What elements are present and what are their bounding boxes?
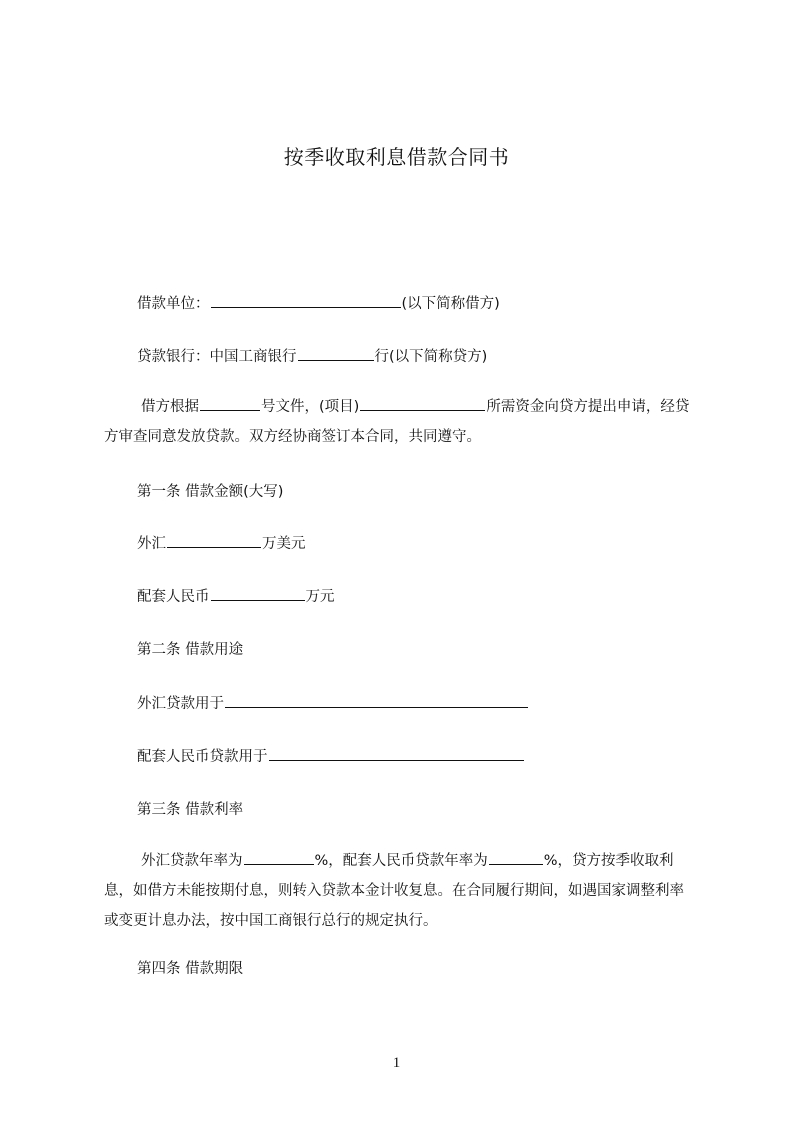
forex-amount-blank: [167, 533, 261, 548]
rmb-use-blank: [269, 746, 524, 761]
article1-heading: 第一条 借款金额(大写): [137, 484, 284, 500]
borrower-blank: [211, 293, 401, 308]
interest-text-3: %，贷方按季收取利息，如借方未能按期付息，则转入贷款本金计收复息。在合同履行期间，如遇国家调整利率或变更计息办法，按中国工商银行总行的规定执行。: [104, 853, 684, 929]
project-blank: [360, 396, 485, 411]
rmb-amount-blank: [211, 586, 305, 601]
article2-heading: 第二条 借款用途: [137, 642, 244, 658]
borrower-label: 借款单位：: [137, 296, 210, 312]
rmb-use-line: [137, 745, 525, 766]
intro-paragraph: [104, 392, 698, 452]
forex-amount-unit: 万美元: [262, 536, 306, 552]
doc-number-blank: [200, 396, 260, 411]
interest-text-1: 外汇贷款年率为: [141, 853, 243, 869]
article4-heading: 第四条 借款期限: [137, 961, 244, 977]
intro-text-3: 所需资金向贷方提出申请，经贷方审查同意发放贷款。双方经协商签订本合同，共同遵守。: [104, 399, 690, 445]
forex-amount-label: 外汇: [137, 536, 166, 552]
document-title: 按季收取利息借款合同书: [283, 145, 510, 169]
interest-paragraph: [104, 846, 698, 936]
interest-text-2: %，配套人民币贷款年率为: [314, 853, 488, 869]
lender-line: [137, 345, 487, 366]
forex-use-label: 外汇贷款用于: [137, 696, 224, 712]
forex-amount-line: [137, 532, 306, 553]
lender-blank: [298, 346, 374, 361]
borrower-line: [137, 292, 500, 313]
rmb-amount-unit: 万元: [305, 589, 335, 605]
forex-use-blank: [225, 693, 528, 708]
rmb-use-label: 配套人民币贷款用于: [137, 749, 268, 765]
rmb-amount-line: [137, 585, 335, 606]
lender-label: 贷款银行：中国工商银行: [137, 349, 297, 365]
intro-text-1: 借方根据: [141, 399, 199, 415]
forex-use-line: [137, 692, 529, 713]
rmb-amount-label: 配套人民币: [137, 589, 210, 605]
forex-rate-blank: [244, 850, 314, 865]
borrower-suffix: (以下简称借方): [401, 296, 500, 312]
article3-heading: 第三条 借款利率: [137, 802, 244, 818]
lender-suffix: 行(以下简称贷方): [374, 349, 488, 365]
page-number: 1: [392, 1055, 401, 1071]
intro-text-2: 号文件，(项目): [261, 399, 360, 415]
rmb-rate-blank: [489, 850, 543, 865]
